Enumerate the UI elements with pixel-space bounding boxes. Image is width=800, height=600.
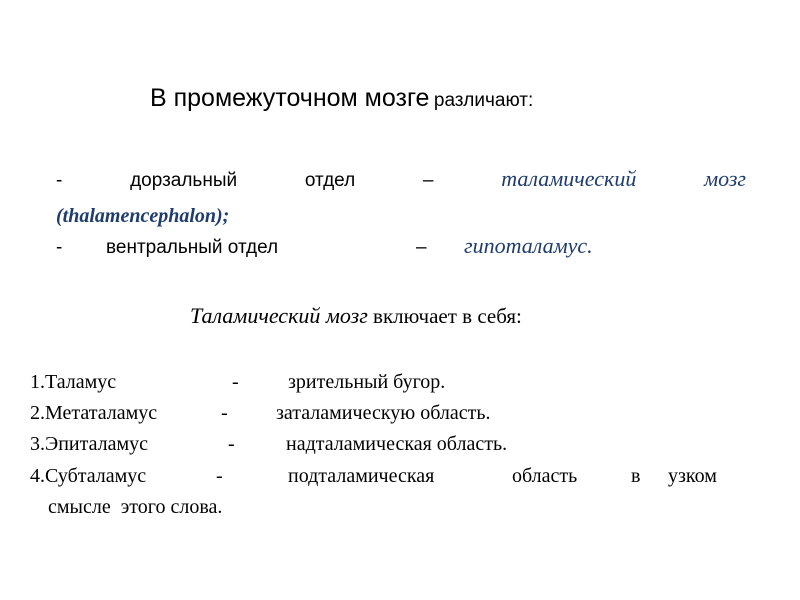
part-dash: -: [56, 170, 63, 191]
list-item-desc: зрительный бугор.: [288, 371, 446, 393]
subheading: [190, 305, 522, 327]
part-term: таламический: [501, 166, 637, 191]
part-separator: –: [416, 237, 427, 258]
page-title: [150, 86, 533, 111]
part-separator: –: [422, 170, 434, 191]
list-item-dash: -: [232, 371, 239, 393]
list-item-name: 3.Эпиталамус: [30, 433, 149, 455]
list-item-desc: надталамическая область.: [286, 433, 508, 455]
list-item-desc: область: [512, 465, 578, 487]
part-dorsal: [56, 168, 746, 190]
list-item-name: 4.Субталамус: [30, 465, 147, 487]
part-term: гипоталамус.: [464, 233, 593, 258]
title-main: В промежуточном мозге: [150, 84, 430, 112]
list-item-name: 1.Таламус: [30, 371, 117, 393]
list-item-desc: в: [631, 465, 641, 487]
list-item-desc: подталамическая: [288, 465, 435, 487]
list-item-desc: узком: [668, 465, 717, 487]
list-item-dash: -: [216, 465, 223, 487]
list-item-continuation: смысле этого слова.: [48, 496, 223, 518]
list-item-desc: заталамическую область.: [276, 402, 491, 424]
subheading-rest: включает в себя:: [373, 304, 522, 328]
list-item-dash: -: [221, 402, 228, 424]
part-word: дорзальный: [130, 170, 238, 191]
list-item-dash: -: [228, 433, 235, 455]
part-dash: -: [56, 237, 63, 258]
part-latin-name: (thalamencephalon);: [56, 205, 230, 227]
list-item-name: 2.Метаталамус: [30, 402, 158, 424]
title-tail: различают:: [433, 90, 534, 111]
part-word: вентральный отдел: [106, 237, 279, 258]
part-word: отдел: [304, 170, 356, 191]
subheading-term: Таламический мозг: [190, 303, 368, 328]
part-term: мозг: [704, 166, 746, 191]
